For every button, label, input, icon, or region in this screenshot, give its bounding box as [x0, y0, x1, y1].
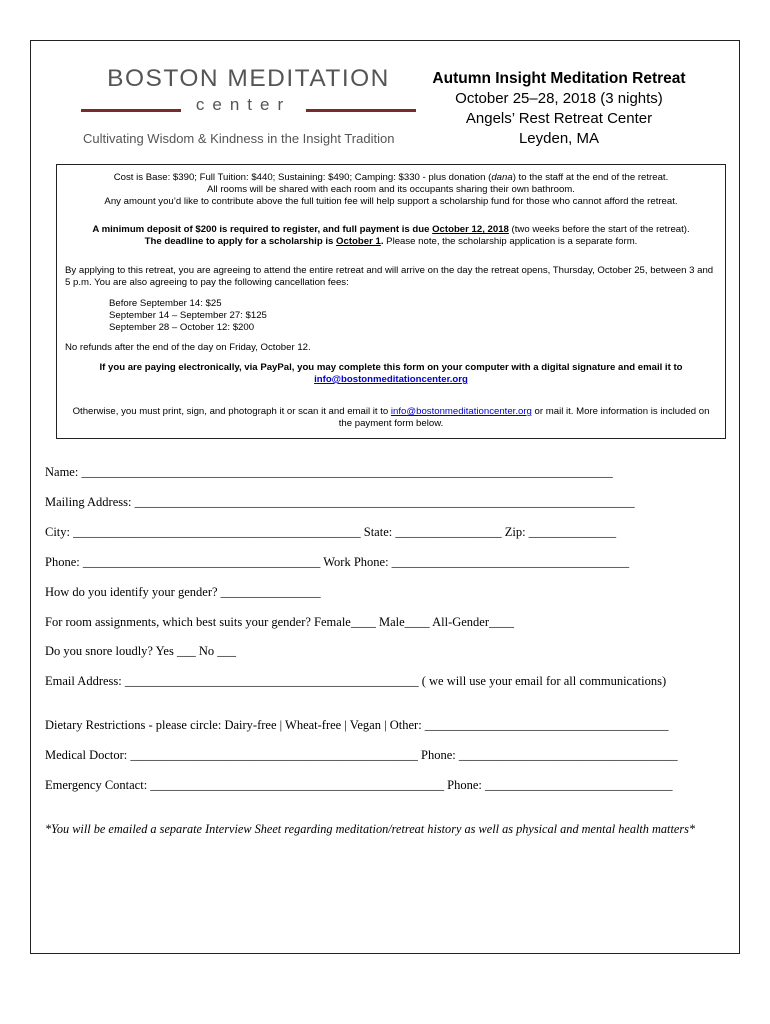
paypal-block [65, 362, 717, 386]
logo-title: BOSTON MEDITATION [107, 65, 390, 92]
retreat-info-box [56, 164, 726, 439]
logo-subtitle: center [195, 95, 292, 114]
email-address-field[interactable]: Email Address: _______________________________________________ ( we will use your email for all communications) [45, 674, 667, 688]
fee-item: Before September 14: $25 [109, 298, 222, 309]
no-refunds-block [65, 342, 717, 354]
logo-tagline: Cultivating Wisdom & Kindness in the Insight Tradition [83, 131, 395, 146]
no-refunds-text: No refunds after the end of the day on Friday, October 12. [65, 342, 311, 353]
phone-field[interactable]: Phone: ______________________________________ Work Phone: ______________________________________ [45, 555, 630, 569]
cost-block [65, 172, 717, 208]
logo-rule-left [81, 109, 181, 112]
agreement-text: By applying to this retreat, you are agreeing to attend the entire retreat and will arrive on the day the retreat opens, Thursday, October 25, between 3 and 5 p.m. You are also agreeing to pay the following cancellation fees: [65, 265, 714, 288]
deposit-line: A minimum deposit of $200 is required to register, and full payment is due October 12, 2018 (two weeks before the start of the retreat). [92, 224, 690, 235]
city-state-zip-field[interactable]: City: ______________________________________________ State: _________________ Zip: ______________ [45, 525, 617, 539]
medical-doctor-field[interactable]: Medical Doctor: ______________________________________________ Phone: ___________________________________ [45, 748, 678, 762]
cancellation-fees [65, 298, 717, 334]
otherwise-block [65, 406, 717, 430]
email-link[interactable]: info@bostonmeditationcenter.org [314, 374, 468, 385]
fee-item: September 28 – October 12: $200 [109, 322, 255, 333]
retreat-heading [403, 69, 715, 149]
logo-rule-right [306, 109, 416, 112]
cost-line: Cost is Base: $390; Full Tuition: $440; Sustaining: $490; Camping: $330 - plus donation (dana) to the staff at the end of the retreat. [113, 172, 669, 183]
gender-field[interactable]: How do you identify your gender? ________________ [45, 585, 321, 599]
scholarship-deadline-line: The deadline to apply for a scholarship is October 1. Please note, the scholarship application is a separate form. [144, 236, 638, 247]
deposit-block [65, 224, 717, 248]
otherwise-text: Otherwise, you must print, sign, and photograph it or scan it and email it to info@bostonmeditationcenter.org or mail it. More information is included on the payment form below. [72, 406, 710, 429]
rooms-line: All rooms will be shared with each room and its occupants sharing their own bathroom. [207, 184, 575, 195]
boston-meditation-center-logo [81, 65, 416, 155]
snore-field[interactable]: Do you snore loudly? Yes ___ No ___ [45, 644, 236, 658]
emergency-contact-field[interactable]: Emergency Contact: _______________________________________________ Phone: ______________________________ [45, 778, 673, 792]
mailing-address-field[interactable]: Mailing Address: ________________________________________________________________________________ [45, 495, 635, 509]
retreat-location: Leyden, MA [518, 130, 600, 147]
room-assignment-field[interactable]: For room assignments, which best suits your gender? Female____ Male____ All-Gender____ [45, 615, 515, 629]
agreement-block [65, 265, 717, 289]
retreat-venue: Angels’ Rest Retreat Center [465, 110, 653, 127]
interview-sheet-note: *You will be emailed a separate Interview Sheet regarding meditation/retreat history as well as physical and mental health matters* [45, 822, 696, 836]
retreat-title: Autumn Insight Meditation Retreat [432, 70, 686, 87]
name-field[interactable]: Name: _____________________________________________________________________________________ [45, 465, 613, 479]
scholarship-fund-line: Any amount you’d like to contribute above the full tuition fee will help support a scholarship fund for those who cannot afford the retreat. [104, 196, 678, 207]
retreat-dates: October 25–28, 2018 (3 nights) [455, 90, 663, 107]
email-link[interactable]: info@bostonmeditationcenter.org [390, 406, 532, 417]
fee-item: September 14 – September 27: $125 [109, 310, 267, 321]
dietary-restrictions-field[interactable]: Dietary Restrictions - please circle: Dairy-free | Wheat-free | Vegan | Other: _______________________________________ [45, 718, 669, 732]
paypal-text: If you are paying electronically, via PayPal, you may complete this form on your computer with a digital signature and email it to [99, 362, 683, 373]
